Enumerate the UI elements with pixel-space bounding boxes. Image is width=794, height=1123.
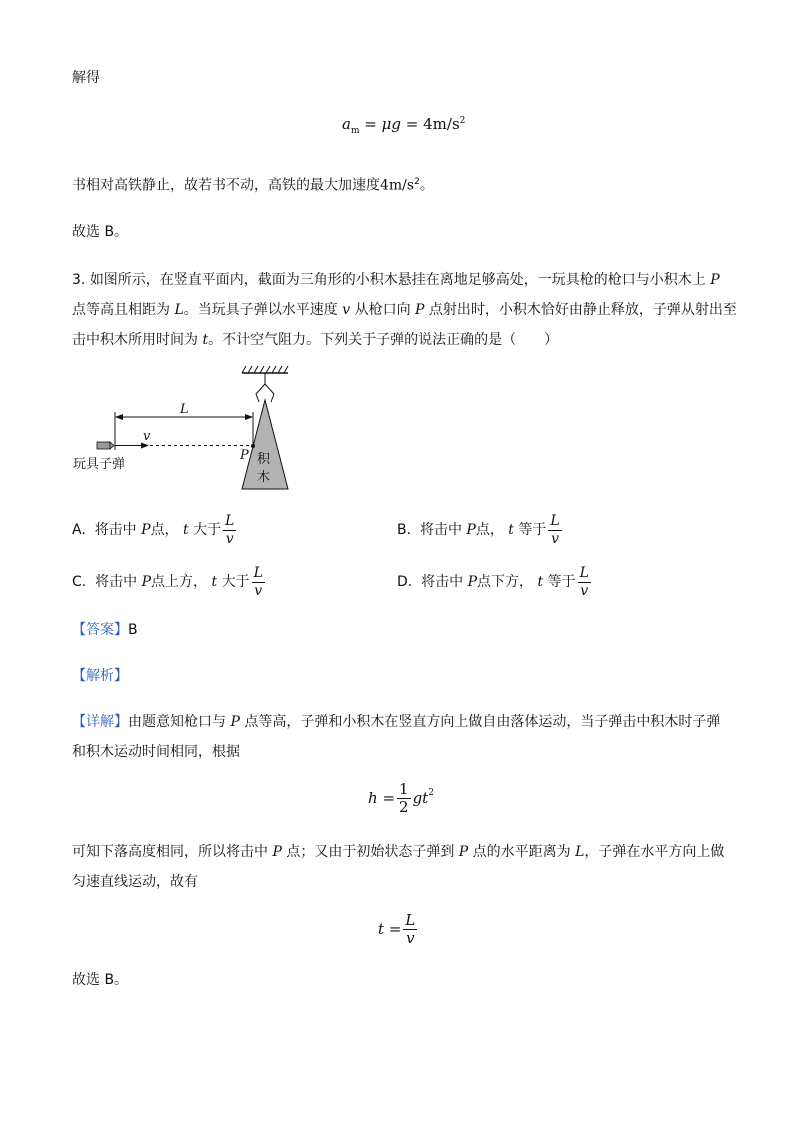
equation-time-fraction: $\frac{L}{v}$: [405, 910, 416, 947]
label-P: P: [240, 448, 249, 463]
option-d-fraction: $\frac{L}{v}$: [579, 564, 589, 599]
ceiling-hatch: [242, 366, 288, 373]
detail-line-1: 【详解】由题意知枪口与 P 点等高，子弹和小积木在竖直方向上做自由落体运动，当子弹击中积木时子弹: [72, 714, 721, 730]
dimension-arrow-right: [245, 414, 253, 420]
equation-time: t = $\frac{L}{v}$: [378, 910, 416, 947]
bullet-tip: [110, 442, 114, 449]
question-line-3: 击中积木所用时间为 t。不计空气阻力。下列关于子弹的说法正确的是（ ）: [72, 332, 559, 348]
intro-label: 解得: [72, 70, 100, 86]
option-c[interactable]: C. 将击中 P 点上方， t 大于 $\frac{L}{v}$: [72, 564, 263, 599]
dimension-arrow-left: [115, 414, 123, 420]
label-L: L: [180, 402, 189, 417]
equation-max-acceleration: $a_m = \mu g = 4m/s^2$: [342, 115, 466, 136]
answer-tag: 【答案】: [72, 622, 128, 638]
choose-b-1: 故选 B。: [72, 224, 129, 240]
detail-line-2: 和积木运动时间相同，根据: [72, 744, 240, 760]
answer-value: B: [128, 622, 138, 638]
option-a[interactable]: A. 将击中 P 点， t 大于 $\frac{L}{v}$: [72, 512, 235, 547]
equation-free-fall: h = $\frac{1}{2}$ gt $^2$: [368, 779, 434, 816]
physics-figure: [70, 362, 310, 492]
toy-bullet: [97, 442, 110, 449]
point-P: [251, 444, 255, 448]
detail2-line-2: 匀速直线运动，故有: [72, 874, 198, 890]
option-b-fraction: $\frac{L}{v}$: [550, 512, 560, 547]
choose-b-2: 故选 B。: [72, 972, 129, 988]
conclusion-line: 书相对高铁静止，故若书不动，高铁的最大加速度$4m/s^2$。: [72, 177, 434, 194]
label-v: v: [143, 429, 151, 444]
block-label-1: 积: [257, 452, 271, 467]
analysis-tag: 【解析】: [72, 668, 128, 684]
question-line-1: 3. 如图所示，在竖直平面内，截面为三角形的小积木悬挂在离地足够高处，一玩具枪的枪口与小积木上 P: [72, 272, 720, 288]
question-line-2: 点等高且相距为 L。当玩具子弹以水平速度 v 从枪口向 P 点射出时，小积木恰好由静止释放，子弹从射出至: [72, 302, 737, 318]
equation-free-fall-fraction: $\frac{1}{2}$: [399, 779, 409, 816]
detail-tag: 【详解】: [72, 714, 128, 730]
option-a-fraction: $\frac{L}{v}$: [225, 512, 235, 547]
option-b[interactable]: B. 将击中 P 点， t 等于 $\frac{L}{v}$: [397, 512, 560, 547]
detail2-line-1: 可知下落高度相同，所以将击中 P 点；又由于初始状态子弹到 P 点的水平距离为 L，子弹在水平方向上做: [72, 844, 725, 860]
answer-line: [72, 620, 138, 640]
gun-label: 玩具子弹: [73, 457, 126, 472]
option-c-fraction: $\frac{L}{v}$: [253, 564, 263, 599]
block-label-2: 木: [257, 470, 271, 485]
option-d[interactable]: D. 将击中 P 点下方， t 等于 $\frac{L}{v}$: [397, 564, 589, 599]
